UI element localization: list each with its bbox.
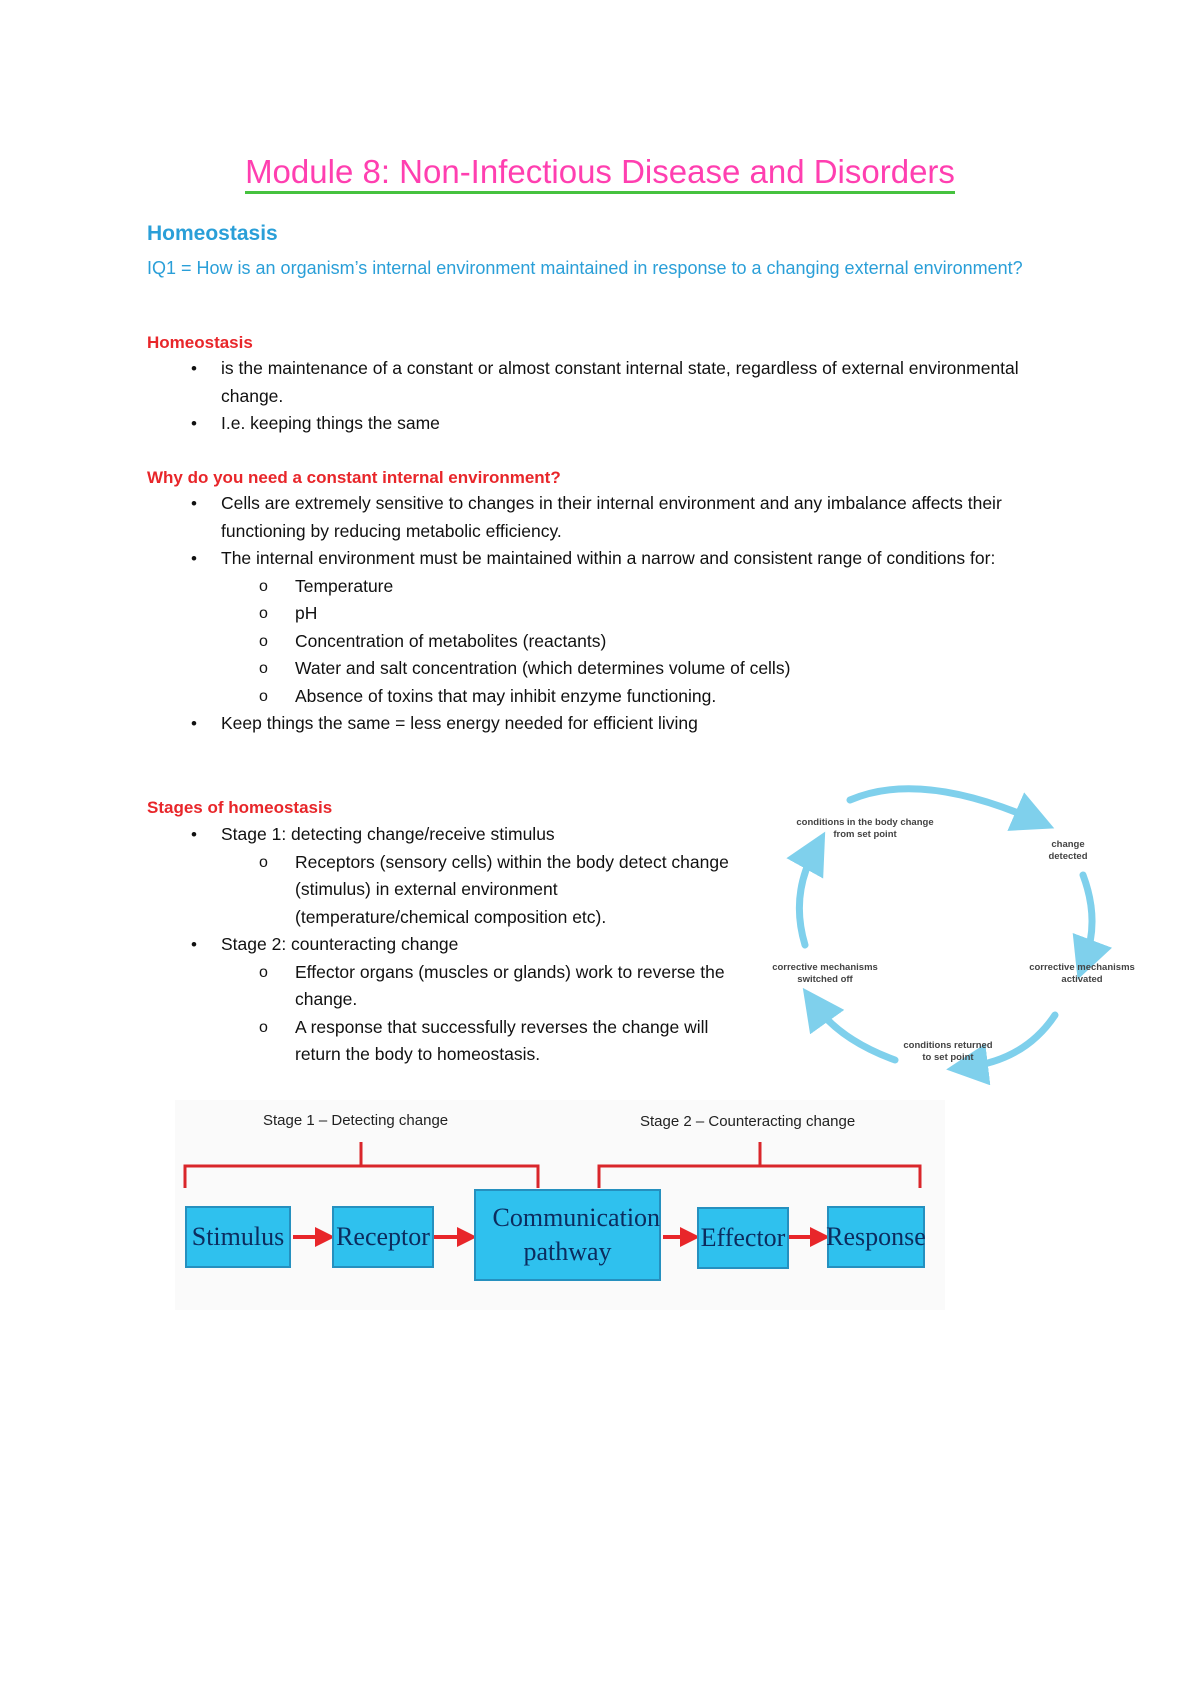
- list-item: o Absence of toxins that may inhibit enzyme functioning.: [221, 683, 1042, 711]
- stage2-bracket: [599, 1166, 920, 1188]
- list-item: • Keep things the same = less energy needed for efficient living: [147, 710, 1042, 738]
- cycle-label-switched-off: corrective mechanisms switched off: [772, 962, 878, 985]
- cycle-label-detected: change detected: [1048, 839, 1088, 862]
- section-heading: Homeostasis: [147, 222, 278, 245]
- definition-heading: Homeostasis: [147, 333, 253, 352]
- cycle-label-activated: corrective mechanisms activated: [1029, 962, 1135, 985]
- flow-box-receptor: Receptor: [332, 1206, 434, 1268]
- cycle-arrow-top: [850, 789, 1035, 820]
- list-item: • I.e. keeping things the same: [147, 410, 1042, 438]
- conditions-list: [221, 573, 1042, 711]
- list-item: o Receptors (sensory cells) within the body detect change (stimulus) in external environment (temperature/chemical composition etc).: [221, 849, 735, 932]
- list-item: • Stage 1: detecting change/receive stimulus o Receptors (sensory cells) within the body detect change (stimulus) in external environment (temperature/chemical composition etc).: [147, 821, 747, 931]
- page-title: Module 8: Non-Infectious Disease and Disorders: [0, 150, 1200, 194]
- why-list: [147, 490, 1042, 738]
- stage1-bracket: [185, 1166, 538, 1188]
- stage2-label: Stage 2 – Counteracting change: [640, 1113, 856, 1130]
- list-item: o Effector organs (muscles or glands) work to reverse the change.: [221, 959, 735, 1014]
- stages-flow-diagram: [175, 1100, 945, 1310]
- list-item: o Water and salt concentration (which determines volume of cells): [221, 655, 1042, 683]
- definition-list: [147, 355, 1042, 438]
- list-item: • is the maintenance of a constant or almost constant internal state, regardless of external environmental change.: [147, 355, 1042, 410]
- cycle-label-returned: conditions returned to set point: [903, 1040, 993, 1063]
- cycle-arrow-bottom-left: [815, 1005, 895, 1060]
- stage2-sublist: [221, 959, 747, 1069]
- list-item: o pH: [221, 600, 1042, 628]
- list-item: o A response that successfully reverses the change will return the body to homeostasis.: [221, 1014, 735, 1069]
- stages-list: [147, 821, 747, 1069]
- list-item: • Stage 2: counteracting change o Effector organs (muscles or glands) work to reverse the change. o A response that successfully reverses the change will return the body to homeostasis.: [147, 931, 747, 1069]
- flow-box-stimulus: Stimulus: [185, 1206, 291, 1268]
- flow-box-communication: Communication pathway: [474, 1189, 661, 1281]
- cycle-label-change: conditions in the body change from set point: [796, 817, 934, 840]
- homeostasis-cycle-diagram: [755, 775, 1145, 1085]
- list-item: o Temperature: [221, 573, 1042, 601]
- list-item: • Cells are extremely sensitive to changes in their internal environment and any imbalance affects their functioning by reducing metabolic efficiency.: [147, 490, 1042, 545]
- cycle-arrow-left: [799, 850, 815, 945]
- cycle-arrow-right: [1083, 875, 1092, 960]
- flow-box-effector: Effector: [697, 1207, 789, 1269]
- stage1-sublist: [221, 849, 747, 932]
- stages-heading: Stages of homeostasis: [147, 798, 333, 817]
- stage1-label: Stage 1 – Detecting change: [263, 1112, 449, 1129]
- list-item: • The internal environment must be maintained within a narrow and consistent range of conditions for: o Temperature o pH o Concentration of metabolites (reactants) o Water and salt concentration (which determines volume of cells) o Absence of toxins that may inhibit enzyme functioning.: [147, 545, 1042, 710]
- why-heading: Why do you need a constant internal environment?: [147, 468, 561, 487]
- flow-box-response: Response: [827, 1206, 925, 1268]
- list-item: o Concentration of metabolites (reactants): [221, 628, 1042, 656]
- inquiry-question: IQ1 = How is an organism’s internal environment maintained in response to a changing external environment?: [147, 258, 1023, 278]
